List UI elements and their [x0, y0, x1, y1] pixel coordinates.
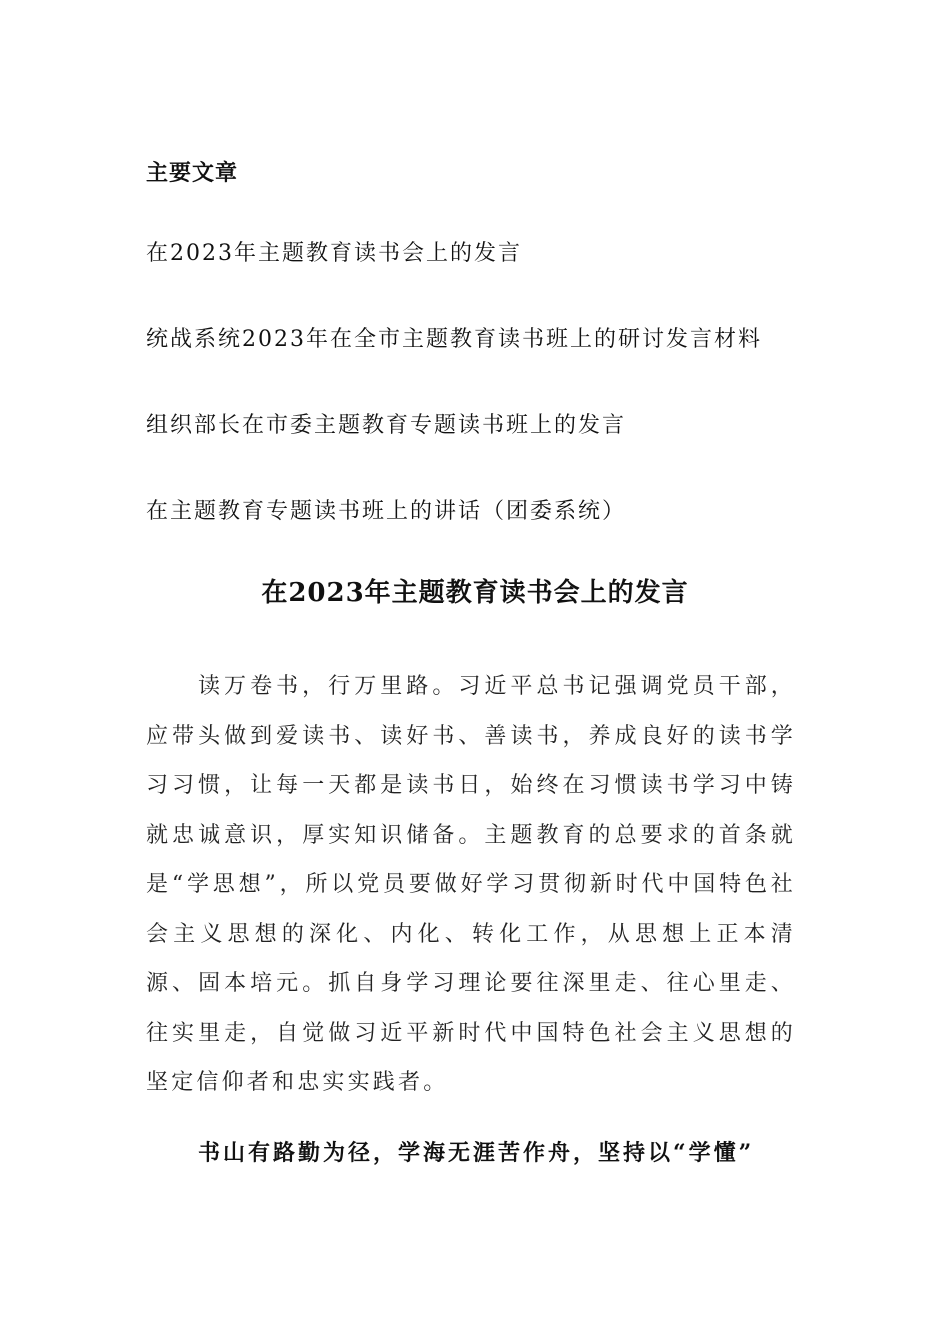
- toc-item: 在2023年主题教育读书会上的发言: [146, 241, 522, 266]
- toc-item: 组织部长在市委主题教育专题读书班上的发言: [146, 413, 627, 438]
- article-paragraph: 读万卷书，行万里路。习近平总书记强调党员干部，应带头做到爱读书、读好书、善读书，养成良好的读书学习习惯，让每一天都是读书日，始终在习惯读书学习中铸就忠诚意识，厚实知识储备。主题教育的总要求的首条就是“学思想”，所以党员要做好学习贯彻新时代中国特色社会主义思想的深化、内化、转化工作，从思想上正本清源、固本培元。抓自身学习理论要往深里走、往心里走、往实里走，自觉做习近平新时代中国特色社会主义思想的坚定信仰者和忠实实践者。: [146, 674, 796, 1095]
- section-heading: 主要文章: [146, 160, 239, 186]
- table-of-contents: [146, 236, 762, 580]
- article-title: 在2023年主题教育读书会上的发言: [261, 578, 689, 608]
- toc-item: 在主题教育专题读书班上的讲话（团委系统）: [146, 499, 627, 524]
- toc-item: 统战系统2023年在全市主题教育读书班上的研讨发言材料: [146, 327, 762, 352]
- article-bold-lead: 书山有路勤为径，学海无涯苦作舟，坚持以“学懂”: [198, 1140, 755, 1166]
